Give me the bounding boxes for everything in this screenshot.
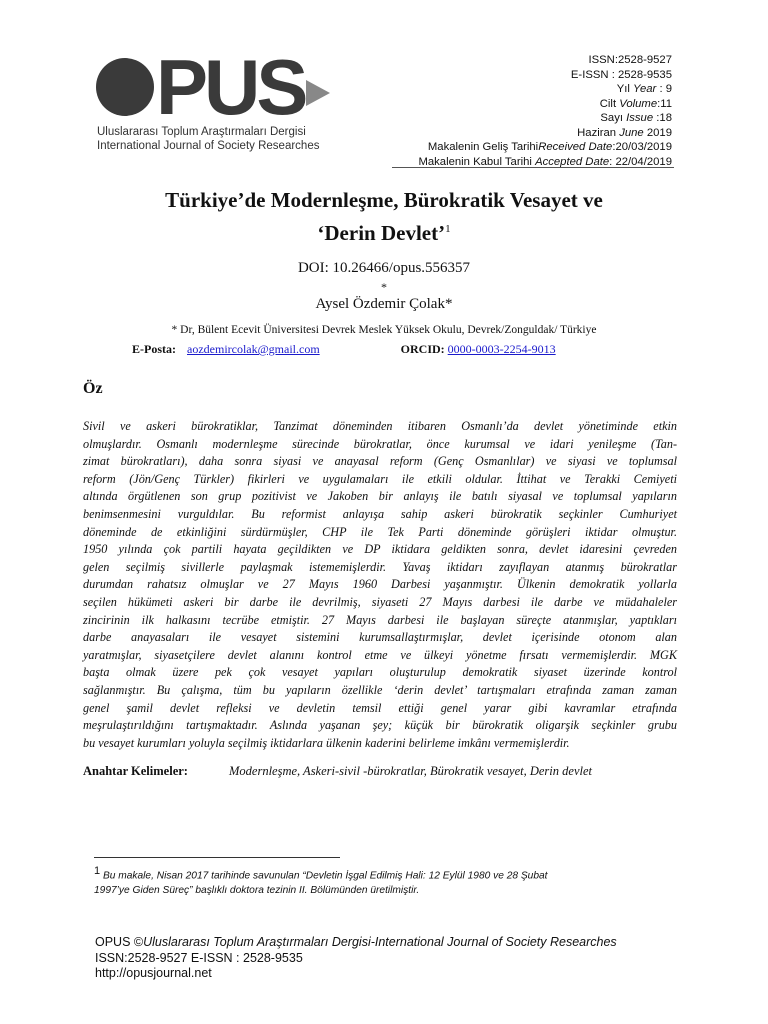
abstract-line: bu vesayet kurumları yoluyla seçilmiş iktidarlara ülkenin kaderini belirleme imkânı vermemişlerdir. (83, 735, 570, 750)
abstract-line: genel şamil devlet refleksi ve devletin temsil ettiği genel yarar gibi kavramlar etrafında (83, 700, 677, 715)
title-line-2: ‘Derin Devlet’$^1$ (317, 221, 451, 245)
abstract-line: döneminde de etkinliğini sürdürmüşler, CHP ile Tek Parti döneminde görüşleri iktidar olmuştur. (83, 524, 677, 539)
author-star: * (381, 280, 387, 294)
footer-journal: Uluslararası Toplum Araştırmaları Dergisi-International Journal of Society Researches (143, 935, 617, 949)
footer-issn: ISSN:2528-9527 E-ISSN : 2528-9535 (95, 950, 303, 965)
contact-line (132, 342, 652, 357)
abstract-line: durumdan rahatsız olmuşlar ve 27 Mayıs 1960 Darbesi yaşanmıştır. Ülkenin demokratik yollarla (83, 577, 677, 592)
year-row: Yıl Year : 9 (616, 83, 672, 95)
logo-subtitle-tr: Uluslararası Toplum Araştırmaları Dergisi (97, 126, 306, 138)
abstract-body (83, 418, 677, 752)
footnote-divider (94, 857, 340, 858)
abstract-line: zincirinin ilk halkasını tecrübe etmiştir. 27 Mayıs darbesi ile başlayan süreçte atanmışlar, yaptıkları (83, 612, 677, 627)
email-link[interactable]: aozdemircolak@gmail.com (187, 342, 320, 356)
abstract-heading: Öz (83, 380, 103, 397)
abstract-line: darbe anayasaları ile vesayet sistemini kurumsallaştırmışlar, devlet içerisinde otonom alan (83, 630, 677, 645)
title-footnote-mark: 1 (445, 223, 451, 235)
footer-url[interactable]: http://opusjournal.net (95, 966, 212, 980)
orcid-link[interactable]: 0000-0003-2254-9013 (447, 342, 556, 356)
abstract-line: Sivil ve askeri bürokratiklar, Tanzimat döneminden itibaren Osmanlı’da devlet yönetiminde etkin (83, 419, 677, 433)
article-title (0, 186, 768, 248)
abstract-line: reform (Jön/Genç Türkler) fikirleri ve uygulamaları ile etkili oldular. İttihat ve Terakki Cemiyeti (83, 471, 677, 486)
abstract-line: olmuşlardır. Osmanlı modernleşme sürecinde bürokratlar, önce kurumsal ve idari yenileşme (Tan- (83, 436, 677, 451)
affiliation: * Dr, Bülent Ecevit Üniversitesi Devrek Meslek Yüksek Okulu, Devrek/Zonguldak/ Türkiye (171, 324, 597, 336)
svg-text:PUS: PUS (156, 56, 305, 118)
orcid-label: ORCID: (400, 342, 445, 356)
email-label: E-Posta: (132, 342, 176, 356)
journal-logo (94, 56, 334, 118)
received-row: Makalenin Geliş TarihiReceived Date:20/03/2019 (427, 141, 672, 153)
issue-row: Sayı Issue :18 (600, 112, 672, 124)
keywords (83, 764, 683, 779)
logo-subtitle-en: International Journal of Society Researches (97, 140, 320, 152)
abstract-line: başta olmak üzere pek çok vesayet yapıları oluşturulup demokratik siyaset üzerinde kontrol (83, 665, 677, 680)
accepted-row: Makalenin Kabul Tarihi Accepted Date: 22/04/2019 (418, 155, 672, 168)
abstract-line: 1950 yılında çok partili hayata geçildikten ve DP iktidara geldikten sonra, devlet idaresini çevreden (83, 542, 677, 557)
abstract-line: zimat bürokratları), daha sonra siyasi ve anayasal reform (Genç Osmanlılar) ve siyasi ve toplumsal (83, 454, 677, 469)
author-name: Aysel Özdemir Çolak* (315, 296, 453, 312)
abstract-line: sağlanmıştır. Bu çalışma, tüm bu yapıların özellikle ‘derin devlet’ tartışmaları etrafında zaman zaman (83, 682, 677, 697)
abstract-line: gelen seçilmiş sivillerle paylaşmak istememişlerdir. Yavaş iktidarı zayıflayan atanmış bürokratlar (83, 559, 677, 574)
footnote-mark: 1 (94, 865, 101, 877)
abstract-line: seçilen hükümeti askeri bir darbe ile devrilmiş, siyaseti 27 Mayıs darbesi ile darbe ve müdahaleler (83, 594, 677, 609)
month-row: Haziran June 2019 (577, 126, 672, 139)
issn: ISSN:2528-9527 (588, 54, 672, 66)
abstract-line: yaratmışlar, siyasetçilere devlet alanını kontrol etme ve ülkeyi yönetme fırsatı vermemişlerdir. MGK (83, 647, 677, 662)
footnote (94, 864, 674, 898)
title-line-1: Türkiye’de Modernleşme, Bürokratik Vesayet ve (165, 188, 603, 212)
footnote-line-1: Bu makale, Nisan 2017 tarihinde savunulan “Devletin İşgal Edilmiş Hali: 12 Eylül 1980 ve 28 Şubat (102, 870, 548, 882)
doi: DOI: 10.26466/opus.556357 (297, 260, 471, 276)
abstract-line: benimsenmesini vurguldılar. Bu reformist anlayışa sahip askeri bürokratik seçkinler Cumhuriyet (83, 506, 677, 521)
issue-meta (418, 53, 672, 169)
volume-row: Cilt Volume:11 (599, 97, 672, 110)
opus-logo-mark (94, 56, 334, 118)
footer-brand: OPUS © (95, 935, 144, 949)
abstract-line: meşrulaştırıldığını tartışmaktadır. Aslında yaşanan şey; küçük bir bürokratik oligarşik seçkinler grubu (83, 718, 677, 733)
keywords-label: Anahtar Kelimeler: (83, 764, 188, 778)
eissn: E-ISSN : 2528-9535 (570, 68, 672, 81)
footnote-line-2: 1997’ye Giden Süreç” başlıklı doktora tezinin II. Bölümünden üretilmiştir. (94, 885, 420, 897)
page-footer (95, 935, 617, 982)
abstract-line: altında örgütlenen son grup pozitivist ve Jakoben bir anlayış ile batılı siyasal ve toplumsal yapıların (83, 489, 677, 504)
keywords-value: Modernleşme, Askeri-sivil -bürokratlar, Bürokratik vesayet, Derin devlet (229, 764, 592, 778)
meta-divider (392, 167, 674, 168)
